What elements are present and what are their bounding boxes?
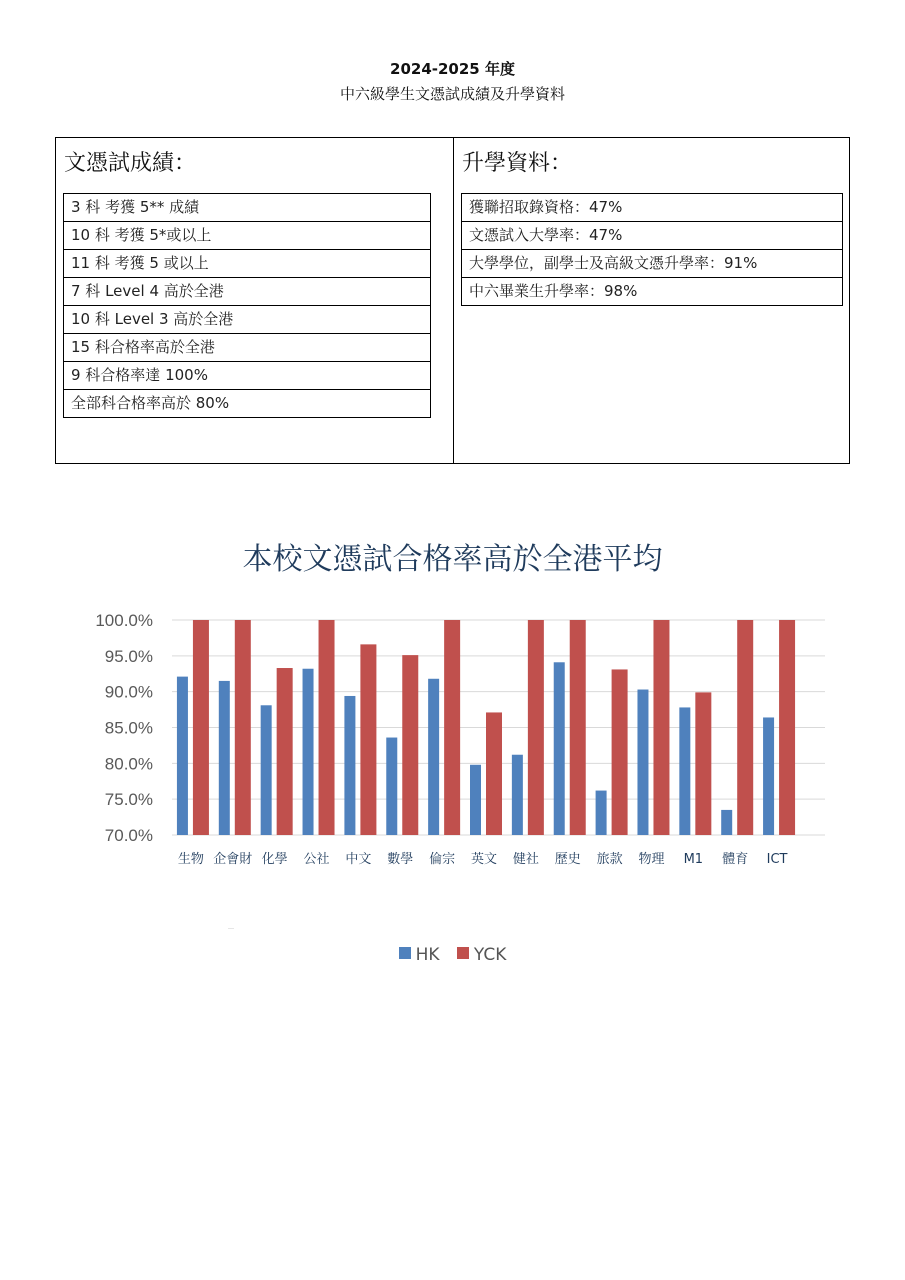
y-tick-label: 95.0%: [104, 646, 153, 666]
chart-legend: [0, 945, 905, 965]
results-item: 3 科 考獲 5** 成績: [64, 194, 430, 222]
legend-item-hk: [399, 945, 440, 965]
bar-hk: [763, 717, 774, 835]
x-tick-label: 公社: [303, 852, 330, 867]
progression-heading: 升學資料：: [462, 151, 573, 176]
bar-hk: [554, 662, 565, 835]
x-tick-label: 數學: [387, 852, 414, 867]
results-list: [63, 193, 431, 418]
pass-rate-chart: [0, 520, 905, 980]
bar-hk: [596, 791, 607, 835]
x-tick-label: M1: [683, 852, 704, 867]
results-panel: [56, 138, 453, 463]
bar-yck: [570, 620, 586, 835]
x-tick-label: 歷史: [554, 852, 581, 867]
y-tick-label: 70.0%: [104, 826, 153, 845]
y-tick-label: 75.0%: [104, 790, 153, 810]
x-tick-label: 企會財: [213, 852, 253, 867]
bar-yck: [277, 668, 293, 835]
bar-hk: [428, 679, 439, 835]
progression-item: 文憑試入大學率：47%: [462, 222, 842, 250]
bar-hk: [303, 669, 314, 835]
results-heading: 文憑試成績：: [64, 151, 197, 176]
chart-title: 本校文憑試合格率高於全港平均: [242, 542, 663, 577]
progression-item: 獲聯招取錄資格：47%: [462, 194, 842, 222]
legend-item-yck: [457, 945, 506, 965]
bar-hk: [637, 690, 648, 835]
x-tick-label: 旅款: [596, 852, 623, 867]
bar-yck: [779, 620, 795, 835]
bar-hk: [344, 696, 355, 835]
legend-swatch-hk: [399, 947, 411, 959]
bar-yck: [235, 620, 251, 835]
bar-hk: [386, 738, 397, 835]
bar-hk: [512, 755, 523, 835]
bar-hk: [721, 810, 732, 835]
bar-hk: [470, 765, 481, 835]
bar-hk: [219, 681, 230, 835]
x-tick-label: ICT: [766, 852, 788, 867]
bar-yck: [528, 620, 544, 835]
results-item: 10 科 考獲 5*或以上: [64, 222, 430, 250]
title-year: 2024-2025 年度: [390, 60, 515, 78]
x-tick-label: 體育: [722, 852, 749, 867]
x-tick-label: 生物: [177, 852, 204, 867]
bar-hk: [177, 677, 188, 835]
x-tick-label: 物理: [638, 852, 665, 867]
bar-yck: [612, 669, 628, 835]
progression-item: 中六畢業生升學率：98%: [469, 282, 638, 300]
bar-hk: [261, 705, 272, 835]
legend-label-hk: HK: [415, 945, 440, 965]
results-item: 10 科 Level 3 高於全港: [64, 306, 430, 334]
scan-artifact: [228, 928, 234, 929]
x-tick-label: 化學: [261, 852, 288, 867]
progression-list: [461, 193, 843, 306]
y-tick-label: 85.0%: [104, 718, 153, 738]
results-item: 全部科合格率高於 80%: [71, 394, 230, 412]
progression-item: 大學學位，副學士及高級文憑升學率：91%: [462, 250, 842, 278]
bar-yck: [402, 655, 418, 835]
bar-yck: [444, 620, 460, 835]
bar-yck: [737, 620, 753, 835]
bar-yck: [695, 692, 711, 835]
bar-yck: [360, 644, 376, 835]
y-tick-label: 80.0%: [104, 754, 153, 774]
bar-yck: [319, 620, 335, 835]
x-tick-label: 倫宗: [429, 852, 456, 867]
x-tick-label: 英文: [470, 852, 498, 867]
results-item: 15 科合格率高於全港: [64, 334, 430, 362]
document-title: [0, 58, 905, 108]
results-item: 9 科合格率達 100%: [64, 362, 430, 390]
x-tick-label: 健社: [512, 852, 539, 867]
y-tick-label: 90.0%: [104, 682, 153, 702]
bar-yck: [486, 712, 502, 835]
bar-hk: [679, 707, 690, 835]
x-tick-label: 中文: [345, 852, 372, 867]
summary-table: [55, 137, 850, 464]
results-item: 11 科 考獲 5 或以上: [64, 250, 430, 278]
y-tick-label: 100.0%: [95, 611, 153, 630]
legend-swatch-yck: [457, 947, 469, 959]
progression-panel: [454, 138, 850, 463]
title-subject: 中六級學生文憑試成績及升學資料: [339, 85, 565, 103]
chart-canvas: [0, 520, 905, 920]
legend-label-yck: YCK: [473, 945, 507, 965]
results-item: 7 科 Level 4 高於全港: [64, 278, 430, 306]
bar-yck: [653, 620, 669, 835]
bar-yck: [193, 620, 209, 835]
